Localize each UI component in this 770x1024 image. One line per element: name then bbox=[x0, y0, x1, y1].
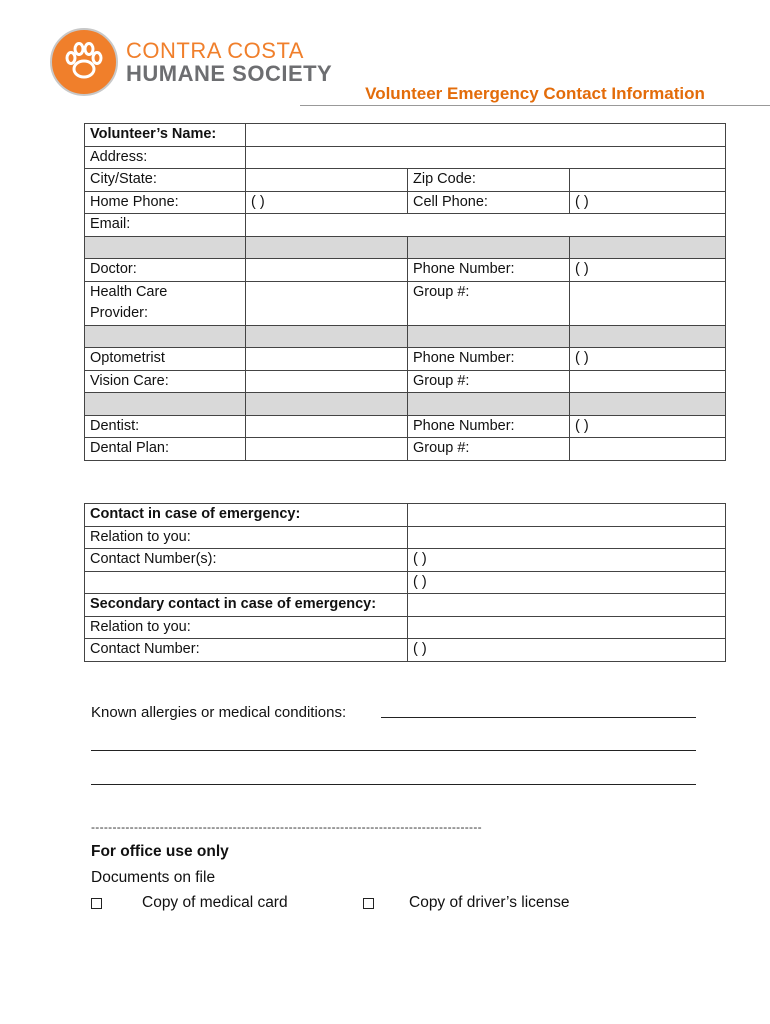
relation-label: Relation to you: bbox=[85, 526, 408, 549]
license-option[interactable] bbox=[363, 894, 570, 912]
relation-2-label: Relation to you: bbox=[85, 616, 408, 639]
doctor-phone-field[interactable]: ( ) bbox=[570, 259, 726, 282]
health-care-field[interactable] bbox=[246, 281, 408, 303]
contact-number-3-field[interactable]: ( ) bbox=[408, 639, 726, 662]
allergies-line-3[interactable] bbox=[91, 784, 696, 785]
volunteer-info-table bbox=[84, 123, 726, 461]
doctor-label: Doctor: bbox=[85, 259, 246, 282]
email-field[interactable] bbox=[246, 214, 726, 237]
primary-contact-label: Contact in case of emergency: bbox=[85, 504, 408, 527]
shaded-divider-row bbox=[85, 236, 726, 259]
contact-number-1-field[interactable]: ( ) bbox=[408, 549, 726, 572]
org-name-line1: CONTRA COSTA bbox=[126, 38, 304, 63]
optometrist-label: Optometrist bbox=[85, 348, 246, 371]
allergies-line-2[interactable] bbox=[91, 750, 696, 751]
table-row bbox=[85, 639, 726, 662]
table-row bbox=[85, 281, 726, 303]
provider-label: Provider: bbox=[85, 303, 246, 325]
address-field[interactable] bbox=[246, 146, 726, 169]
dentist-field[interactable] bbox=[246, 415, 408, 438]
table-row bbox=[85, 370, 726, 393]
name-label: Volunteer’s Name: bbox=[85, 124, 246, 147]
office-use-heading: For office use only bbox=[91, 843, 229, 860]
optometrist-phone-label: Phone Number: bbox=[408, 348, 570, 371]
zip-code-field[interactable] bbox=[570, 169, 726, 192]
zip-code-label: Zip Code: bbox=[408, 169, 570, 192]
table-row bbox=[85, 549, 726, 572]
vision-care-field[interactable] bbox=[246, 370, 408, 393]
doctor-field[interactable] bbox=[246, 259, 408, 282]
shaded-divider-row bbox=[85, 325, 726, 348]
health-group-field[interactable] bbox=[570, 281, 726, 303]
vision-group-label: Group #: bbox=[408, 370, 570, 393]
dentist-phone-label: Phone Number: bbox=[408, 415, 570, 438]
table-row bbox=[85, 303, 726, 325]
city-state-label: City/State: bbox=[85, 169, 246, 192]
dental-plan-field[interactable] bbox=[246, 438, 408, 461]
medical-card-checkbox[interactable] bbox=[91, 898, 102, 909]
table-row bbox=[85, 571, 726, 594]
dental-group-field[interactable] bbox=[570, 438, 726, 461]
optometrist-field[interactable] bbox=[246, 348, 408, 371]
documents-on-file-label: Documents on file bbox=[91, 869, 216, 886]
title-underline bbox=[300, 105, 770, 106]
org-name bbox=[126, 39, 332, 85]
table-row bbox=[85, 415, 726, 438]
table-row bbox=[85, 594, 726, 617]
email-label: Email: bbox=[85, 214, 246, 237]
vision-group-field[interactable] bbox=[570, 370, 726, 393]
license-label: Copy of driver’s license bbox=[409, 894, 570, 911]
address-label: Address: bbox=[85, 146, 246, 169]
paw-print-icon bbox=[50, 28, 118, 96]
table-row bbox=[85, 169, 726, 192]
medical-card-label: Copy of medical card bbox=[142, 894, 288, 911]
table-row bbox=[85, 438, 726, 461]
table-row bbox=[85, 214, 726, 237]
contact-numbers-label: Contact Number(s): bbox=[85, 549, 408, 572]
table-row bbox=[85, 526, 726, 549]
org-name-line2: HUMANE SOCIETY bbox=[126, 61, 333, 86]
table-row bbox=[85, 146, 726, 169]
secondary-contact-field[interactable] bbox=[408, 594, 726, 617]
health-group-label: Group #: bbox=[408, 281, 570, 303]
home-phone-field[interactable]: ( ) bbox=[246, 191, 408, 214]
home-phone-label: Home Phone: bbox=[85, 191, 246, 214]
dental-plan-label: Dental Plan: bbox=[85, 438, 246, 461]
document-title: Volunteer Emergency Contact Information bbox=[365, 84, 705, 103]
table-row bbox=[85, 616, 726, 639]
table-row bbox=[85, 191, 726, 214]
dentist-phone-field[interactable]: ( ) bbox=[570, 415, 726, 438]
table-row bbox=[85, 504, 726, 527]
vision-care-label: Vision Care: bbox=[85, 370, 246, 393]
doctor-phone-label: Phone Number: bbox=[408, 259, 570, 282]
dental-group-label: Group #: bbox=[408, 438, 570, 461]
table-row bbox=[85, 259, 726, 282]
contact-number-2-field[interactable]: ( ) bbox=[408, 571, 726, 594]
shaded-divider-row bbox=[85, 393, 726, 416]
allergies-line-1[interactable] bbox=[381, 717, 696, 718]
optometrist-phone-field[interactable]: ( ) bbox=[570, 348, 726, 371]
relation-field[interactable] bbox=[408, 526, 726, 549]
org-logo bbox=[50, 28, 332, 96]
contact-number-label: Contact Number: bbox=[85, 639, 408, 662]
table-row bbox=[85, 124, 726, 147]
table-row bbox=[85, 348, 726, 371]
license-checkbox[interactable] bbox=[363, 898, 374, 909]
primary-contact-field[interactable] bbox=[408, 504, 726, 527]
emergency-contact-table bbox=[84, 503, 726, 662]
cell-phone-label: Cell Phone: bbox=[408, 191, 570, 214]
medical-card-option[interactable] bbox=[91, 894, 288, 912]
health-care-label: Health Care bbox=[85, 281, 246, 303]
relation-2-field[interactable] bbox=[408, 616, 726, 639]
allergies-label: Known allergies or medical conditions: bbox=[91, 704, 347, 721]
cell-phone-field[interactable]: ( ) bbox=[570, 191, 726, 214]
name-field[interactable] bbox=[246, 124, 726, 147]
office-divider: ------------------------------------------------------------------------------------------- bbox=[91, 820, 482, 834]
secondary-contact-label: Secondary contact in case of emergency: bbox=[85, 594, 408, 617]
dentist-label: Dentist: bbox=[85, 415, 246, 438]
city-state-field[interactable] bbox=[246, 169, 408, 192]
